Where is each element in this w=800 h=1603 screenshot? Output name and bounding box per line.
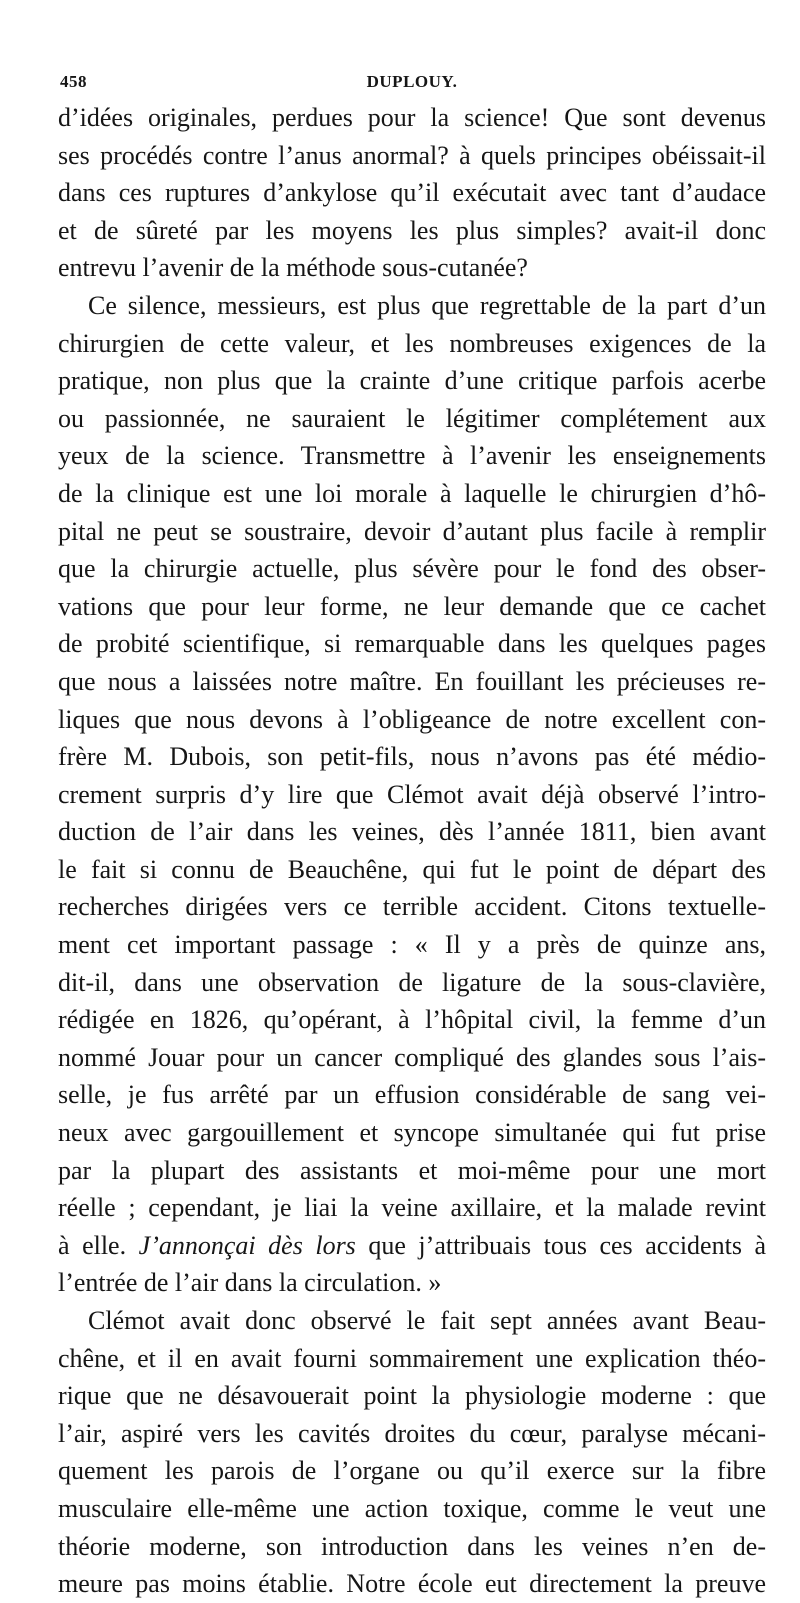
text-line: vations que pour leur forme, ne leur demande que ce cachet	[58, 591, 766, 621]
text-line-with-italic	[58, 1227, 766, 1265]
text-line: ou passionnée, ne sauraient le légitimer complétement aux	[58, 403, 766, 433]
text-line: dit-il, dans une observation de ligature de la sous-clavière,	[58, 967, 766, 997]
text-line: frère M. Dubois, son petit-fils, nous n’avons pas été médio-	[58, 742, 766, 772]
text-line: de probité scientifique, si remarquable dans les quelques pages	[58, 629, 766, 659]
text-line: entrevu l’avenir de la méthode sous-cutanée?	[58, 253, 528, 283]
text-line: réelle ; cependant, je liai la veine axillaire, et la malade revint	[58, 1193, 766, 1223]
text-line: selle, je fus arrêté par un effusion considérable de sang vei-	[58, 1080, 766, 1110]
text-line: chêne, et il en avait fourni sommairement une explication théo-	[58, 1343, 766, 1373]
text-line: pratique, non plus que la crainte d’une critique parfois acerbe	[58, 366, 766, 396]
text-line: meure pas moins établie. Notre école eut directement la preuve	[58, 1569, 766, 1599]
text-line: rique que ne désavouerait point la physiologie moderne : que	[58, 1381, 766, 1411]
text-line: l’air, aspiré vers les cavités droites du cœur, paralyse mécani-	[58, 1418, 766, 1448]
italic-quote: J’annonçai dès lors	[138, 1230, 356, 1260]
text-line: quement les parois de l’organe ou qu’il exerce sur la fibre	[58, 1456, 766, 1486]
page-number: 458	[60, 72, 87, 91]
text-line: et de sûreté par les moyens les plus simples? avait-il donc	[58, 215, 766, 245]
text-line: ment cet important passage : « Il y a près de quinze ans,	[58, 930, 766, 960]
body-text	[58, 99, 766, 1603]
text-line: l’entrée de l’air dans la circulation. »	[58, 1268, 442, 1298]
text-line: neux avec gargouillement et syncope simultanée qui fut prise	[58, 1118, 766, 1148]
text-line: yeux de la science. Transmettre à l’avenir les enseignements	[58, 441, 766, 471]
text-line: dans ces ruptures d’ankylose qu’il exécutait avec tant d’audace	[58, 178, 766, 208]
text-line: liques que nous devons à l’obligeance de notre excellent con-	[58, 704, 766, 734]
text-line: le fait si connu de Beauchêne, qui fut le point de départ des	[58, 854, 766, 884]
text-line: recherches dirigées vers ce terrible accident. Citons textuelle-	[58, 892, 766, 922]
text-line: d’idées originales, perdues pour la science! Que sont devenus	[58, 103, 766, 132]
text-line: que nous a laissées notre maître. En fouillant les précieuses re-	[58, 666, 766, 696]
text-line: de la clinique est une loi morale à laquelle le chirurgien d’hô-	[58, 478, 766, 508]
text-line: par la plupart des assistants et moi-même pour une mort	[58, 1155, 766, 1185]
running-title: DUPLOUY.	[366, 72, 458, 91]
text-line: théorie moderne, son introduction dans les veines n’en de-	[58, 1531, 766, 1561]
text-fragment: à elle.	[58, 1230, 127, 1260]
text-line: crement surpris d’y lire que Clémot avait déjà observé l’intro-	[58, 779, 766, 809]
text-fragment: que j’attribuais tous ces accidents à	[368, 1230, 766, 1260]
text-line: nommé Jouar pour un cancer compliqué des glandes sous l’ais-	[58, 1042, 766, 1072]
running-head	[58, 64, 766, 94]
text-line: que la chirurgie actuelle, plus sévère pour le fond des obser-	[58, 554, 766, 584]
book-page	[58, 64, 766, 1603]
text-line: musculaire elle-même une action toxique, comme le veut une	[58, 1493, 766, 1523]
text-line: ses procédés contre l’anus anormal? à quels principes obéissait-il	[58, 140, 766, 170]
text-line: chirurgien de cette valeur, et les nombreuses exigences de la	[58, 328, 766, 358]
paragraph-first-line: Clémot avait donc observé le fait sept années avant Beau-	[88, 1306, 766, 1335]
paragraph-first-line: Ce silence, messieurs, est plus que regrettable de la part d’un	[88, 290, 766, 320]
text-line: duction de l’air dans les veines, dès l’année 1811, bien avant	[58, 817, 766, 847]
text-line: rédigée en 1826, qu’opérant, à l’hôpital civil, la femme d’un	[58, 1005, 766, 1035]
text-line: pital ne peut se soustraire, devoir d’autant plus facile à remplir	[58, 516, 766, 546]
